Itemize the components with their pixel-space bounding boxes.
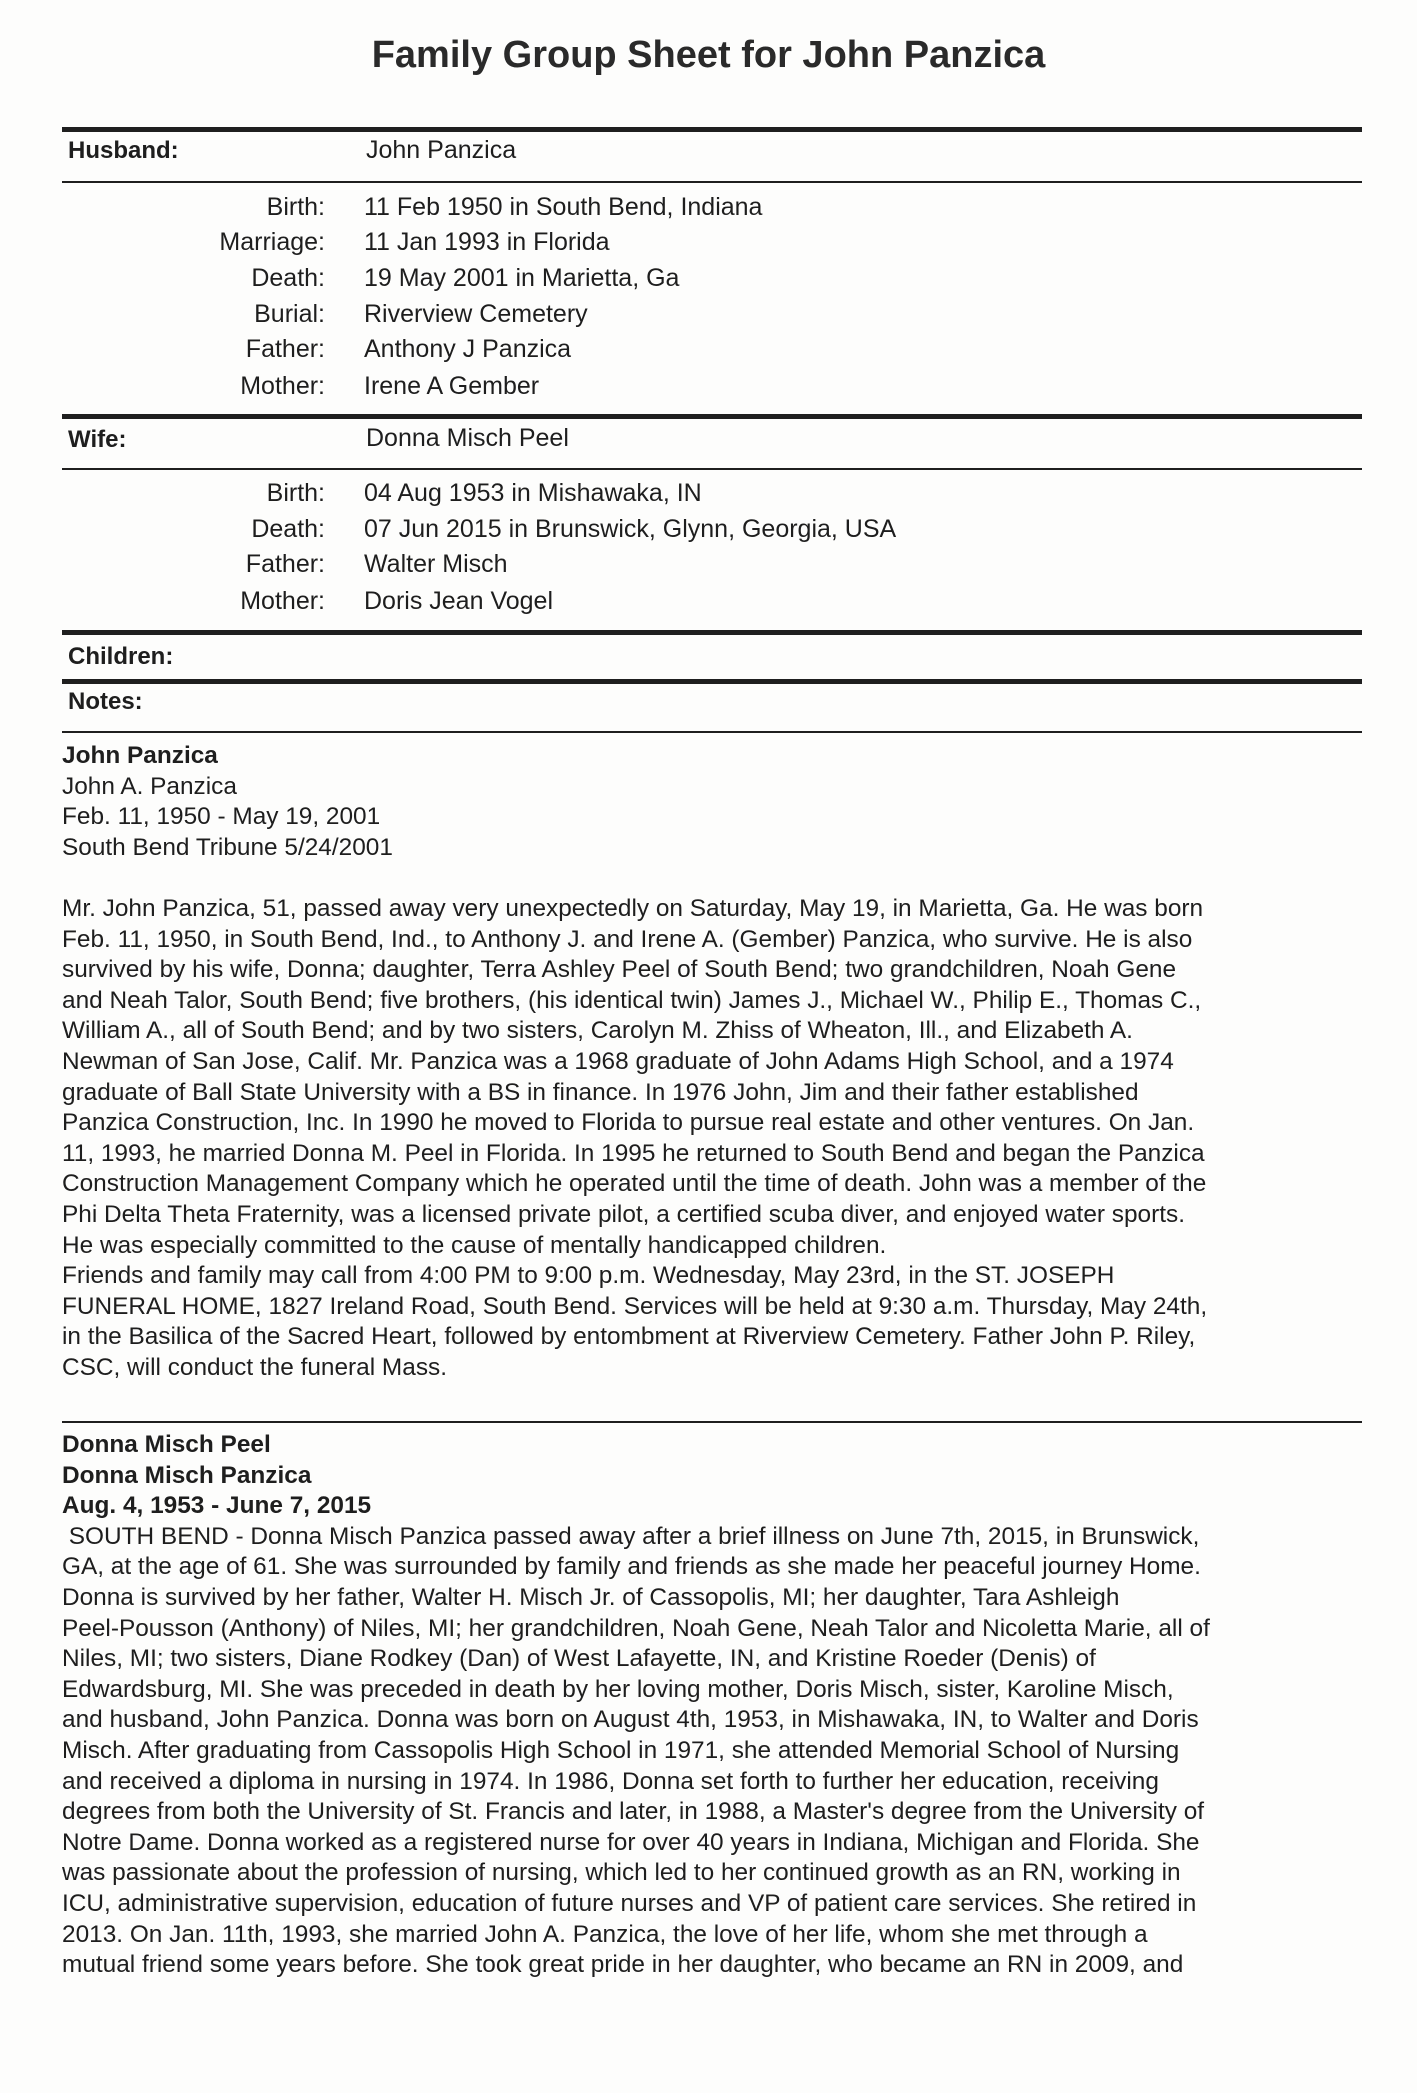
donna-obituary-dates: Aug. 4, 1953 - June 7, 2015 [62,1492,372,1520]
obituary-line: CSC, will conduct the funeral Mass. [62,1353,447,1381]
obituary-line: and received a diploma in nursing in 1974. In 1986, Donna set forth to further her education, receiving [62,1767,1159,1795]
husband-burial-value: Riverview Cemetery [364,300,588,328]
notes-label: Notes: [68,688,143,715]
obituary-line: John A. Panzica [62,772,237,800]
wife-mother-label: Mother: [240,587,325,615]
obituary-line: SOUTH BEND - Donna Misch Panzica passed away after a brief illness on June 7th, 2015, in Brunswick, [62,1522,1200,1550]
wife-death-value: 07 Jun 2015 in Brunswick, Glynn, Georgia, USA [364,515,897,543]
obituary-line: Notre Dame. Donna worked as a registered nurse for over 40 years in Indiana, Michigan and Florida. She [62,1828,1200,1856]
obituary-line: Misch. After graduating from Cassopolis High School in 1971, she attended Memorial School of Nursing [62,1736,1180,1764]
obituary-line: Newman of San Jose, Calif. Mr. Panzica was a 1968 graduate of John Adams High School, and a 1974 [62,1047,1174,1075]
obituary-line: Phi Delta Theta Fraternity, was a licensed private pilot, a certified scuba diver, and enjoyed water sports. [62,1200,1185,1228]
husband-birth-value: 11 Feb 1950 in South Bend, Indiana [364,193,763,221]
obituary-line: FUNERAL HOME, 1827 Ireland Road, South Bend. Services will be held at 9:30 a.m. Thursday, May 24th, [62,1292,1208,1320]
obituary-line: and Neah Talor, South Bend; five brothers, (his identical twin) James J., Michael W., Philip E., Thomas C., [62,986,1202,1014]
obituary-line: in the Basilica of the Sacred Heart, followed by entombment at Riverview Cemetery. Father John P. Riley, [62,1323,1196,1351]
wife-father-value: Walter Misch [364,550,508,578]
section-divider [62,181,1362,183]
husband-birth-label: Birth: [266,193,325,221]
husband-label: Husband: [68,137,179,164]
husband-father-value: Anthony J Panzica [364,335,572,363]
wife-name: Donna Misch Peel [366,424,569,452]
obituary-line: ICU, administrative supervision, education of future nurses and VP of patient care services. She retired in [62,1889,1197,1917]
husband-burial-label: Burial: [254,300,325,328]
obituary-line: Panzica Construction, Inc. In 1990 he moved to Florida to pursue real estate and other ventures. On Jan. [62,1109,1195,1137]
obituary-line: mutual friend some years before. She took great pride in her daughter, who became an RN in 2009, and [62,1951,1184,1979]
obituary-line: Edwardsburg, MI. She was preceded in death by her loving mother, Doris Misch, sister, Karoline Misch, [62,1675,1174,1703]
obituary-line: and husband, John Panzica. Donna was born on August 4th, 1953, in Mishawaka, IN, to Walter and Doris [62,1706,1199,1734]
obituary-line: Donna is survived by her father, Walter H. Misch Jr. of Cassopolis, MI; her daughter, Tara Ashleigh [62,1583,1120,1611]
husband-name: John Panzica [366,136,517,164]
section-divider [62,1421,1362,1423]
obituary-line: South Bend Tribune 5/24/2001 [62,833,393,861]
obituary-line: William A., all of South Bend; and by two sisters, Carolyn M. Zhiss of Wheaton, Ill., and Elizabeth A. [62,1017,1133,1045]
husband-father-label: Father: [245,335,325,363]
wife-father-label: Father: [245,550,325,578]
obituary-line: was passionate about the profession of nursing, which led to her continued growth as an RN, working in [62,1859,1181,1887]
john-obituary [62,741,1362,1383]
donna-obituary [62,1430,1362,1981]
obituary-line: Peel-Pousson (Anthony) of Niles, MI; her grandchildren, Noah Gene, Neah Talor and Nicoletta Marie, all of [62,1614,1210,1642]
children-label: Children: [68,643,174,670]
john-obituary-heading: John Panzica [62,742,218,769]
husband-death-value: 19 May 2001 in Marietta, Ga [364,264,680,292]
obituary-line: Feb. 11, 1950, in South Bend, Ind., to Anthony J. and Irene A. (Gember) Panzica, who survive. He is also [62,925,1193,953]
obituary-line: 11, 1993, he married Donna M. Peel in Florida. In 1995 he returned to South Bend and began the Panzica [62,1139,1205,1167]
obituary-line: Construction Management Company which he operated until the time of death. John was a member of the [62,1170,1207,1198]
section-divider [62,731,1362,733]
obituary-line: He was especially committed to the cause of mentally handicapped children. [62,1231,887,1259]
blank-line [62,863,1362,894]
obituary-line: Feb. 11, 1950 - May 19, 2001 [62,803,381,831]
section-divider [62,630,1362,635]
wife-death-label: Death: [251,515,325,543]
obituary-line: Niles, MI; two sisters, Diane Rodkey (Dan) of West Lafayette, IN, and Kristine Roeder (Denis) of [62,1645,1096,1673]
wife-mother-value: Doris Jean Vogel [364,587,554,615]
obituary-line: survived by his wife, Donna; daughter, Terra Ashley Peel of South Bend; two grandchildren, Noah Gene [62,956,1177,984]
husband-mother-value: Irene A Gember [364,372,540,400]
obituary-line: Mr. John Panzica, 51, passed away very unexpectedly on Saturday, May 19, in Marietta, Ga. He was born [62,894,1204,922]
obituary-line: graduate of Ball State University with a BS in finance. In 1976 John, Jim and their father established [62,1078,1139,1106]
husband-mother-label: Mother: [240,372,325,400]
page-title: Family Group Sheet for John Panzica [371,34,1046,76]
section-divider [62,468,1362,470]
husband-marriage-label: Marriage: [219,228,325,256]
obituary-line: 2013. On Jan. 11th, 1993, she married John A. Panzica, the love of her life, whom she met through a [62,1920,1148,1948]
wife-label: Wife: [68,426,127,453]
section-divider [62,127,1362,132]
husband-marriage-value: 11 Jan 1993 in Florida [364,228,610,256]
obituary-line: Friends and family may call from 4:00 PM to 9:00 p.m. Wednesday, May 23rd, in the ST. JOSEPH [62,1262,1115,1290]
section-divider [62,679,1362,684]
section-divider [62,414,1362,419]
wife-birth-value: 04 Aug 1953 in Mishawaka, IN [364,479,702,507]
obituary-line: degrees from both the University of St. Francis and later, in 1988, a Master's degree from the University of [62,1798,1205,1826]
husband-death-label: Death: [251,264,325,292]
donna-obituary-heading: Donna Misch Peel [62,1431,271,1458]
donna-obituary-subheading: Donna Misch Panzica [62,1461,312,1489]
wife-birth-label: Birth: [266,479,325,507]
obituary-line: GA, at the age of 61. She was surrounded by family and friends as she made her peaceful journey Home. [62,1553,1201,1581]
